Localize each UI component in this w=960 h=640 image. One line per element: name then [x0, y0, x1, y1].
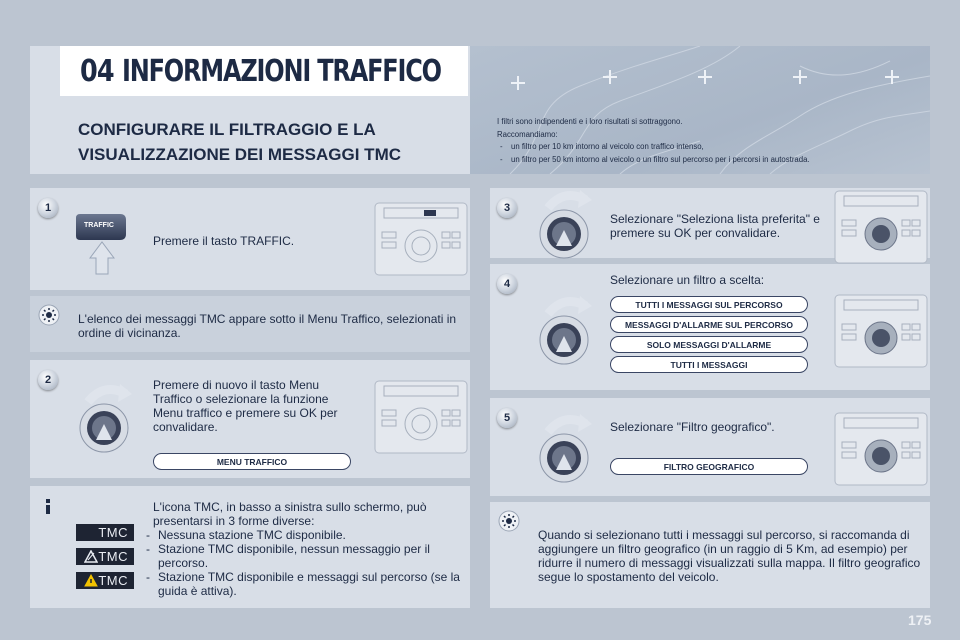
intro-bullet: - un filtro per 10 km intorno al veicolo con traffico intenso,	[497, 141, 917, 154]
tmc-form-item: - Nessuna stazione TMC disponibile.	[142, 528, 464, 542]
section-title: CONFIGURARE IL FILTRAGGIO E LA VISUALIZZAZIONE DEI MESSAGGI TMC	[78, 120, 402, 164]
tmc-no-station-icon: TMC	[76, 524, 134, 541]
filtro-geografico-pill: FILTRO GEOGRAFICO	[610, 458, 808, 475]
step1-text: Premere il tasto TRAFFIC.	[153, 234, 295, 248]
filter-option: MESSAGGI D'ALLARME SUL PERCORSO	[610, 316, 808, 333]
chapter-title: INFORMAZIONI TRAFFICO	[121, 53, 441, 89]
tip1-text: L'elenco dei messaggi TMC appare sotto il Menu Traffico, selezionati in ordine di vicinanza.	[78, 312, 457, 340]
step2-text: Premere di nuovo il tasto Menu Traffico o selezionare la funzione Menu traffico e premere su OK per convalidare.	[153, 378, 338, 434]
step4-number-badge: 4	[497, 274, 517, 294]
tmc-station-icon: TMC	[76, 548, 134, 565]
traffic-button-label: TRAFFIC	[84, 222, 114, 229]
info-icon	[38, 496, 58, 516]
filter-option: TUTTI I MESSAGGI SUL PERCORSO	[610, 296, 808, 313]
filter-option: TUTTI I MESSAGGI	[610, 356, 808, 373]
tmc-warning-icon: TMC	[76, 572, 134, 589]
step5-text: Selezionare "Filtro geografico".	[610, 420, 775, 434]
lightbulb-icon	[38, 304, 60, 326]
chapter-number: 04	[80, 53, 114, 89]
tip2-text: Quando si selezionano tutti i messaggi sul percorso, si raccomanda di aggiungere un filtro geografico (in un raggio di 5 Km, ad esempio) per ridurre il numero di messaggi visualizzati sulla mappa. Il filtro geografico segue lo spostamento del veicolo.	[538, 528, 921, 584]
radio-unit-icon	[834, 190, 928, 264]
chapter-title-box	[60, 46, 468, 96]
radio-unit-icon	[834, 412, 928, 486]
filter-option: SOLO MESSAGGI D'ALLARME	[610, 336, 808, 353]
step3-number-badge: 3	[497, 198, 517, 218]
step2-number-badge: 2	[38, 370, 58, 390]
radio-unit-icon	[374, 380, 468, 454]
rotary-knob-icon	[534, 186, 594, 266]
intro-bullet: - un filtro per 50 km intorno al veicolo o un filtro sul percorso per i percorsi in autostrada.	[497, 154, 917, 167]
step3-text: Selezionare "Seleziona lista preferita" e premere su OK per convalidare.	[610, 212, 820, 240]
step4-text: Selezionare un filtro a scelta:	[610, 273, 765, 287]
rotary-knob-icon	[534, 292, 594, 372]
step5-number-badge: 5	[497, 408, 517, 428]
info-intro: L'icona TMC, in basso a sinistra sullo schermo, può presentarsi in 3 forme diverse:	[153, 500, 427, 528]
radio-unit-icon	[374, 202, 468, 276]
rotary-knob-icon	[74, 380, 134, 460]
lightbulb-icon	[498, 510, 520, 532]
rotary-knob-icon	[534, 410, 594, 490]
intro-text: I filtri sono indipendenti e i loro risultati si sottraggono. Raccomandiamo: - un filtro per 10 km intorno al veicolo con traffico intenso, - un filtro per 50 km intorno al veicolo o un filtro sul percorso per i percorsi in autostrada.	[497, 116, 917, 166]
page-number: 175	[908, 612, 932, 628]
step1-number-badge: 1	[38, 198, 58, 218]
tmc-forms-list	[142, 528, 464, 598]
menu-traffico-pill: MENU TRAFFICO	[153, 453, 351, 470]
radio-unit-icon	[834, 294, 928, 368]
tmc-form-item: - Stazione TMC disponibile, nessun messaggio per il percorso.	[142, 542, 464, 570]
tmc-form-item: - Stazione TMC disponibile e messaggi sul percorso (se la guida è attiva).	[142, 570, 464, 598]
